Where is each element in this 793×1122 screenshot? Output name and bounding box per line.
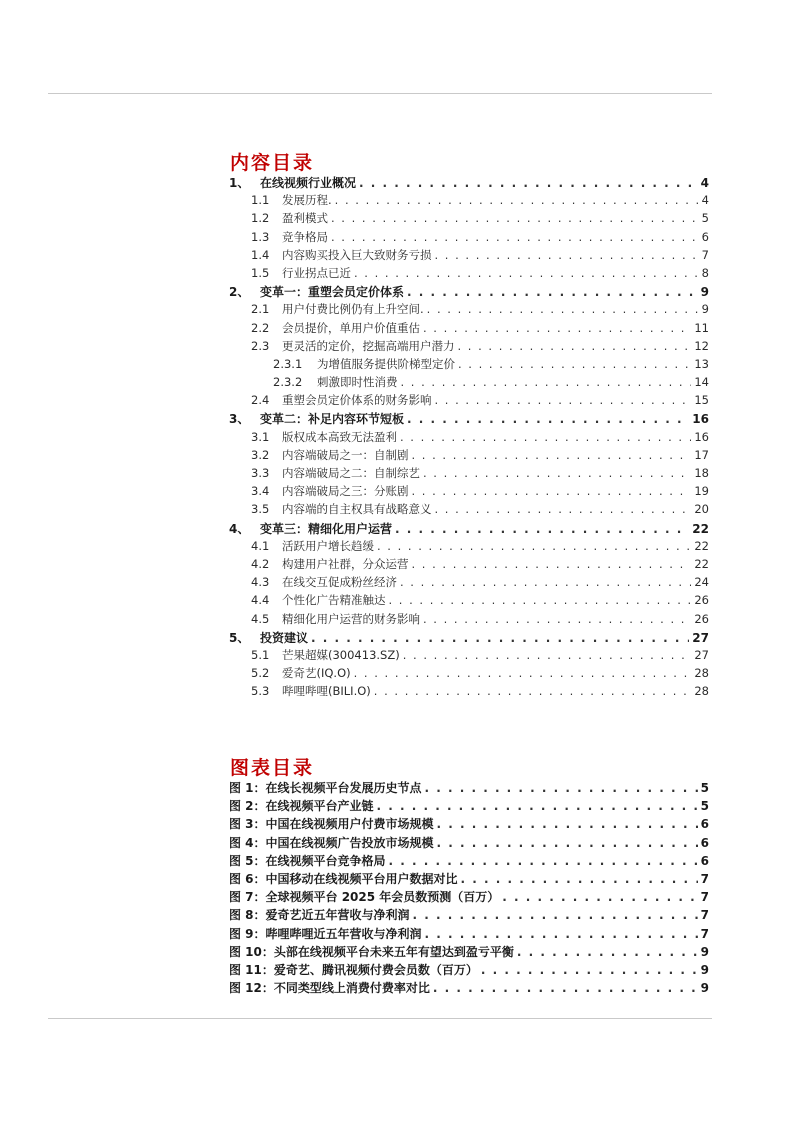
- toc-entry[interactable]: [229, 538, 709, 556]
- figure-entry-label: 图 12：不同类型线上消费付费率对比: [229, 981, 430, 996]
- toc-entry[interactable]: [229, 265, 709, 283]
- toc-entry-title: 版权成本高致无法盈利: [282, 429, 397, 444]
- toc-entry-title: 构建用户社群，分众运营: [282, 556, 409, 571]
- toc-dot-leader: [335, 193, 699, 207]
- toc-entry-number: 1.2: [251, 211, 270, 226]
- toc-dot-leader: [435, 393, 692, 407]
- toc-entry-number: 5.3: [251, 684, 270, 699]
- figure-entry-label: 图 9：哔哩哔哩近五年营收与净利润: [229, 926, 422, 941]
- toc-entry-title: 在线视频行业概况: [260, 176, 357, 190]
- header-rule: [48, 93, 712, 94]
- figure-entry-label: 图 1：在线长视频平台发展历史节点: [229, 781, 422, 795]
- toc-dot-leader: [377, 539, 691, 553]
- figure-entry-page: 9: [700, 981, 709, 996]
- toc-entry-title: 发展历程.: [282, 193, 332, 208]
- toc-entry-number: 4.1: [251, 538, 270, 553]
- toc-dot-leader: [354, 266, 699, 280]
- toc-dot-leader: [389, 593, 692, 607]
- toc-entry[interactable]: [229, 447, 709, 465]
- toc-entry[interactable]: [229, 301, 709, 319]
- toc-entry-number: 1.4: [251, 247, 270, 262]
- figure-entry[interactable]: [229, 888, 709, 906]
- figure-dot-leader: [425, 781, 698, 795]
- figure-entry-label: 图 8：爱奇艺近五年营收与净利润: [229, 908, 410, 923]
- figure-entry[interactable]: [229, 779, 709, 797]
- toc-entry-page: 26: [694, 593, 709, 608]
- toc-entry-page: 16: [694, 429, 709, 444]
- figure-dot-leader: [517, 945, 698, 959]
- toc-entry-number: 3.1: [251, 429, 270, 444]
- toc-dot-leader: [401, 375, 692, 389]
- toc-entry[interactable]: [229, 520, 709, 538]
- toc-entry[interactable]: [229, 611, 709, 629]
- toc-dot-leader: [458, 357, 691, 371]
- toc-entry-title: 精细化用户运营的财务影响: [282, 611, 420, 626]
- toc-title: 内容目录: [230, 152, 315, 174]
- toc-entry[interactable]: [229, 320, 709, 338]
- toc-entry[interactable]: [229, 374, 709, 392]
- footer-rule: [48, 1018, 712, 1019]
- toc-entry-number: 5.2: [251, 666, 270, 681]
- toc-entry-page: 6: [701, 229, 709, 244]
- toc-entry-number: 4.3: [251, 575, 270, 590]
- toc-entry[interactable]: [229, 283, 709, 301]
- toc-entry-number: 4、: [229, 521, 250, 536]
- toc-entry-page: 4: [701, 193, 709, 208]
- toc-entry-title: 变革一：重塑会员定价体系: [260, 285, 405, 300]
- toc-entry-title: 为增值服务提供阶梯型定价: [317, 356, 455, 371]
- toc-entry[interactable]: [229, 210, 709, 228]
- toc-entry-page: 19: [694, 484, 709, 499]
- toc-entry-number: 2.1: [251, 302, 270, 317]
- figure-entry-page: 7: [700, 926, 709, 941]
- figure-dot-leader: [502, 890, 697, 904]
- toc-entry-title: 变革二：补足内容环节短板: [260, 412, 405, 427]
- toc-entry-number: 1、: [229, 176, 250, 190]
- toc-entry-page: 27: [692, 630, 709, 645]
- toc-entry-title: 芒果超媒(300413.SZ): [282, 647, 400, 662]
- toc-entry-page: 18: [694, 466, 709, 480]
- figures-title: 图表目录: [230, 757, 315, 779]
- figure-entry-page: 6: [700, 817, 709, 832]
- toc-entry-number: 2.4: [251, 393, 270, 408]
- toc-dot-leader: [359, 176, 698, 190]
- figure-entry-page: 6: [700, 853, 709, 868]
- toc-entry[interactable]: [229, 592, 709, 610]
- toc-entry-number: 3.4: [251, 484, 270, 499]
- toc-entry[interactable]: [229, 429, 709, 447]
- toc-dot-leader: [435, 248, 699, 262]
- figure-entry-label: 图 7：全球视频平台 2025 年会员数预测（百万）: [229, 890, 500, 905]
- toc-entry-page: 14: [694, 375, 709, 390]
- toc-dot-leader: [311, 631, 689, 645]
- figure-dot-leader: [389, 854, 698, 868]
- toc-entry-number: 1.3: [251, 229, 270, 244]
- toc-dot-leader: [407, 285, 698, 299]
- toc-entry[interactable]: [229, 338, 709, 356]
- figure-entry[interactable]: [229, 852, 709, 870]
- toc-entry[interactable]: [229, 683, 709, 701]
- toc-entry[interactable]: [229, 229, 709, 247]
- toc-entry-number: 2、: [229, 285, 250, 300]
- figure-entry-label: 图 11：爱奇艺、腾讯视频付费会员数（百万）: [229, 962, 478, 977]
- toc-entry-title: 投资建议: [260, 630, 309, 645]
- toc-dot-leader: [412, 448, 692, 462]
- figure-entry-page: 9: [700, 962, 709, 977]
- toc-entry[interactable]: [229, 465, 709, 483]
- toc-entry-number: 1.1: [251, 193, 270, 208]
- figure-entry-label: 图 2：在线视频平台产业链: [229, 799, 374, 814]
- toc-entry[interactable]: [229, 410, 709, 428]
- toc-dot-leader: [412, 484, 692, 498]
- toc-entry-number: 4.4: [251, 593, 270, 608]
- toc-entry-page: 26: [694, 611, 709, 626]
- toc-entry-page: 28: [694, 684, 709, 699]
- toc-entry[interactable]: [229, 574, 709, 592]
- toc-entry[interactable]: [229, 174, 709, 192]
- toc-entry-number: 5、: [229, 630, 250, 645]
- figure-entry[interactable]: [229, 870, 709, 888]
- toc-entry-number: 1.5: [251, 265, 270, 280]
- figure-entry[interactable]: [229, 834, 709, 852]
- toc-entry-page: 24: [694, 575, 709, 590]
- toc-dot-leader: [423, 612, 691, 626]
- figure-dot-leader: [461, 872, 698, 886]
- figure-dot-leader: [377, 799, 698, 813]
- figure-entry[interactable]: [229, 815, 709, 833]
- toc-entry-page: 4: [700, 176, 709, 190]
- toc-list: [229, 174, 709, 701]
- toc-dot-leader: [407, 412, 689, 426]
- toc-entry-page: 12: [694, 338, 709, 353]
- toc-dot-leader: [412, 557, 692, 571]
- toc-entry[interactable]: [229, 629, 709, 647]
- figure-entry-page: 5: [700, 781, 709, 795]
- figure-dot-leader: [433, 981, 698, 995]
- toc-dot-leader: [400, 575, 691, 589]
- toc-entry[interactable]: [229, 392, 709, 410]
- toc-entry-number: 2.3.1: [273, 356, 303, 371]
- toc-entry-number: 5.1: [251, 647, 270, 662]
- figure-entry[interactable]: [229, 979, 709, 997]
- toc-entry-page: 9: [701, 302, 709, 317]
- figure-entry[interactable]: [229, 925, 709, 943]
- figure-entry[interactable]: [229, 797, 709, 815]
- toc-entry-page: 27: [694, 647, 709, 662]
- figure-entry-page: 7: [700, 908, 709, 923]
- toc-entry[interactable]: [229, 483, 709, 501]
- toc-dot-leader: [331, 211, 699, 225]
- figure-entry-label: 图 3：中国在线视频用户付费市场规模: [229, 817, 434, 832]
- figure-entry[interactable]: [229, 943, 709, 961]
- toc-entry-title: 在线交互促成粉丝经济: [282, 575, 397, 590]
- figure-entry-label: 图 4：中国在线视频广告投放市场规模: [229, 835, 434, 850]
- toc-entry-page: 28: [694, 666, 709, 681]
- toc-entry[interactable]: [229, 247, 709, 265]
- figure-entry-page: 7: [700, 890, 709, 905]
- figure-entry-page: 5: [700, 799, 709, 814]
- toc-entry-number: 2.2: [251, 320, 270, 335]
- toc-entry-number: 4.5: [251, 611, 270, 626]
- toc-entry-title: 活跃用户增长趋缓: [282, 538, 374, 553]
- figure-entry-page: 7: [700, 871, 709, 886]
- toc-entry-title: 爱奇艺(IQ.O): [282, 666, 351, 681]
- toc-entry-title: 个性化广告精准触达: [282, 593, 386, 608]
- figure-entry[interactable]: [229, 961, 709, 979]
- toc-entry-page: 15: [694, 393, 709, 408]
- toc-entry-page: 13: [694, 356, 709, 371]
- toc-entry-title: 用户付费比例仍有上升空间.: [282, 302, 424, 317]
- toc-entry-number: 3.2: [251, 447, 270, 462]
- toc-dot-leader: [395, 522, 689, 536]
- toc-entry[interactable]: [229, 501, 709, 519]
- toc-dot-leader: [374, 684, 692, 698]
- toc-entry-page: 7: [701, 247, 709, 262]
- toc-entry-title: 内容购买投入巨大致财务亏损: [282, 247, 432, 262]
- toc-entry-number: 3.3: [251, 466, 270, 480]
- toc-entry[interactable]: [229, 356, 709, 374]
- toc-entry-number: 3、: [229, 412, 250, 427]
- figures-list: [229, 779, 709, 997]
- toc-dot-leader: [458, 339, 692, 353]
- figure-dot-leader: [481, 963, 698, 977]
- toc-entry-title: 哔哩哔哩(BILI.O): [282, 684, 371, 699]
- toc-entry-title: 重塑会员定价体系的财务影响: [282, 393, 432, 408]
- toc-entry-page: 20: [694, 502, 709, 517]
- figure-dot-leader: [437, 817, 698, 831]
- toc-entry-page: 8: [701, 265, 709, 280]
- toc-entry-page: 5: [701, 211, 709, 226]
- toc-dot-leader: [403, 648, 692, 662]
- toc-entry-title: 内容端破局之二：自制综艺: [282, 466, 420, 480]
- toc-entry-title: 刺激即时性消费: [317, 375, 398, 390]
- toc-entry-page: 22: [692, 521, 709, 536]
- toc-entry-title: 内容端的自主权具有战略意义: [282, 502, 432, 517]
- toc-entry-title: 更灵活的定价，挖掘高端用户潜力: [282, 338, 455, 353]
- toc-entry-title: 行业拐点已近: [282, 265, 351, 280]
- toc-entry-number: 2.3.2: [273, 375, 303, 390]
- toc-dot-leader: [331, 230, 699, 244]
- figure-entry-page: 9: [700, 944, 709, 959]
- toc-dot-leader: [400, 430, 691, 444]
- toc-entry-page: 17: [694, 447, 709, 462]
- toc-entry-page: 16: [692, 412, 709, 427]
- toc-entry-title: 盈利模式: [282, 211, 328, 226]
- figure-entry-page: 6: [700, 835, 709, 850]
- toc-entry-page: 22: [694, 556, 709, 571]
- toc-entry-number: 3.5: [251, 502, 270, 517]
- toc-entry[interactable]: [229, 665, 709, 683]
- toc-entry-page: 22: [694, 538, 709, 553]
- figure-entry[interactable]: [229, 906, 709, 924]
- toc-entry[interactable]: [229, 556, 709, 574]
- toc-entry-number: 4.2: [251, 556, 270, 571]
- figure-entry-label: 图 10：头部在线视频平台未来五年有望达到盈亏平衡: [229, 944, 514, 959]
- toc-entry[interactable]: [229, 647, 709, 665]
- toc-dot-leader: [427, 302, 699, 316]
- figure-dot-leader: [425, 927, 698, 941]
- figure-entry-label: 图 5：在线视频平台竞争格局: [229, 853, 386, 868]
- figure-dot-leader: [437, 836, 698, 850]
- toc-dot-leader: [423, 466, 691, 480]
- toc-entry-number: 2.3: [251, 338, 270, 353]
- figure-dot-leader: [413, 908, 698, 922]
- toc-dot-leader: [435, 502, 692, 516]
- toc-entry-title: 内容端破局之一：自制剧: [282, 447, 409, 462]
- toc-entry-title: 会员提价，单用户价值重估: [282, 320, 420, 335]
- figure-entry-label: 图 6：中国移动在线视频平台用户数据对比: [229, 871, 458, 886]
- toc-entry-title: 竞争格局: [282, 229, 328, 244]
- toc-entry-page: 11: [694, 320, 709, 335]
- toc-dot-leader: [354, 666, 692, 680]
- toc-entry-title: 内容端破局之三：分账剧: [282, 484, 409, 499]
- toc-entry-page: 9: [700, 285, 709, 300]
- toc-entry-title: 变革三：精细化用户运营: [260, 521, 393, 536]
- toc-entry[interactable]: [229, 192, 709, 210]
- toc-dot-leader: [423, 321, 691, 335]
